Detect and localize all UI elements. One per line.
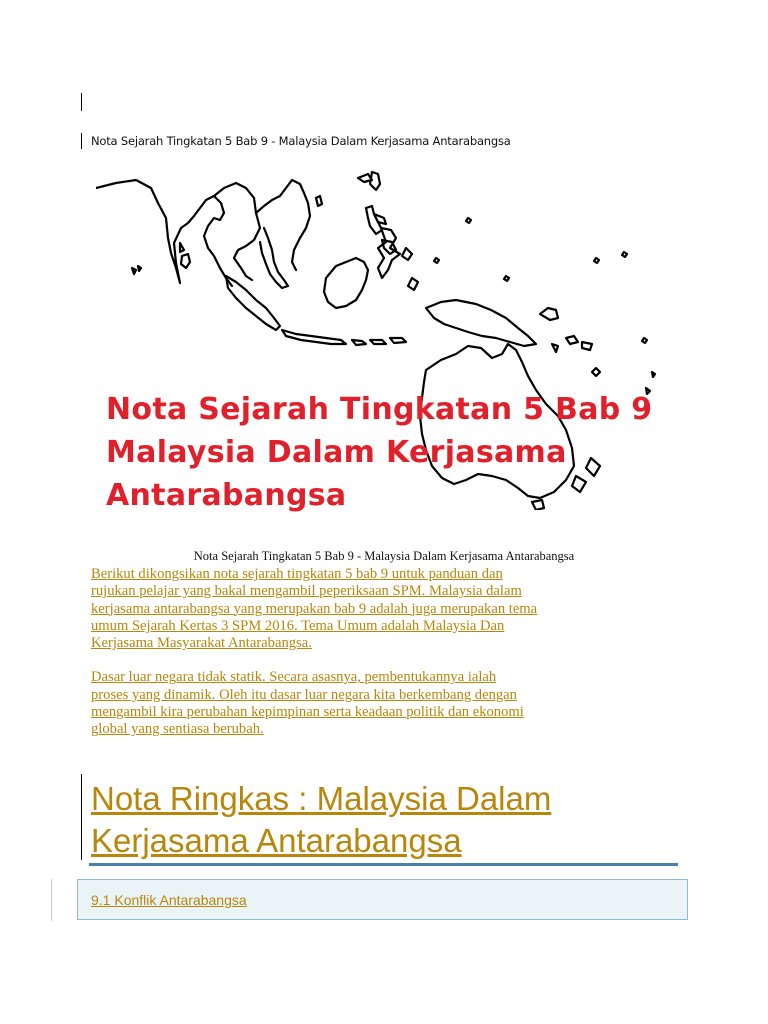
heading-margin-bar [81,774,82,860]
intro-line[interactable]: rujukan pelajar yang bakal mengambil peperiksaan SPM. Malaysia dalam [91,583,522,600]
left-border-line [51,879,52,921]
intro-line[interactable]: kerjasama antarabangsa yang merupakan bab 9 adalah juga merupakan tema [91,600,538,617]
intro-line[interactable]: Berikut dikongsikan nota sejarah tingkatan 5 bab 9 untuk panduan dan [91,566,503,582]
intro-line[interactable]: Dasar luar negara tidak statik. Secara asasnya, pembentukannya ialah [91,669,497,686]
figure-caption: Nota Sejarah Tingkatan 5 Bab 9 - Malaysia Dalam Kerjasama Antarabangsa [193,549,575,563]
text-cursor [81,93,82,111]
intro-line[interactable]: Kerjasama Masyarakat Antarabangsa. [91,635,312,652]
section-heading[interactable] [91,778,691,862]
document-title: Nota Sejarah Tingkatan 5 Bab 9 - Malaysia Dalam Kerjasama Antarabangsa [91,134,511,148]
section-heading-line[interactable]: Kerjasama Antarabangsa [91,822,462,859]
heading-divider [89,863,678,866]
section-heading-line[interactable]: Nota Ringkas : Malaysia Dalam [91,780,552,817]
toc-link-konflik[interactable]: 9.1 Konflik Antarabangsa [91,892,247,908]
intro-paragraph-1[interactable] [91,566,691,652]
banner-line: Nota Sejarah Tingkatan 5 Bab 9 [106,392,653,427]
banner-line: Malaysia Dalam Kerjasama [106,435,567,470]
intro-line[interactable]: global yang sentiasa berubah. [91,721,264,738]
banner-title [106,388,666,517]
intro-line[interactable]: umum Sejarah Kertas 3 SPM 2016. Tema Umum adalah Malaysia Dan [91,617,505,634]
intro-line[interactable]: mengambil kira perubahan kepimpinan serta keadaan politik dan ekonomi [91,704,524,721]
intro-paragraph-2[interactable] [91,669,691,738]
header-margin-bar [81,133,82,149]
intro-line[interactable]: proses yang dinamik. Oleh itu dasar luar negara kita berkembang dengan [91,686,517,703]
toc-box [77,879,688,920]
intro-text[interactable] [91,566,691,739]
banner-line: Antarabangsa [106,478,347,513]
